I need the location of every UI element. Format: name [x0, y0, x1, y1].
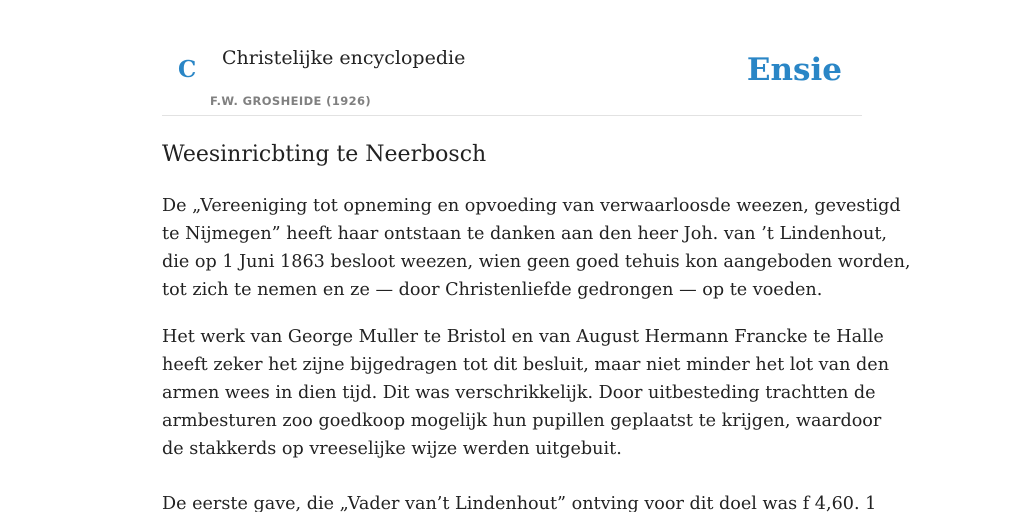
category-letter-link[interactable]: C — [178, 56, 197, 83]
ensie-logo-link[interactable]: Ensie — [746, 52, 842, 88]
paragraph-line: armbesturen zoo goedkoop mogelijk hun pupillen geplaatst te krijgen, waardoor — [162, 411, 882, 431]
work-title-link[interactable]: Christelijke encyclopedie — [222, 47, 466, 69]
page-header — [162, 0, 862, 116]
paragraph-line: die op 1 Juni 1863 besloot weezen, wien geen goed tehuis kon aangeboden worden, — [162, 252, 911, 272]
work-author: F.W. GROSHEIDE (1926) — [210, 94, 372, 108]
paragraph-line: Het werk van George Muller te Bristol en van August Hermann Francke te Halle — [162, 327, 884, 347]
paragraph-line: De eerste gave, die „Vader van’t Lindenhout” ontving voor dit doel was f 4,60. 1 — [162, 494, 877, 512]
article-paragraph — [162, 192, 911, 304]
article-page — [162, 0, 911, 512]
paragraph-line: armen wees in dien tijd. Dit was verschrikkelijk. Door uitbesteding trachtten de — [162, 383, 876, 403]
article-paragraph — [162, 490, 877, 512]
paragraph-line: te Nijmegen” heeft haar ontstaan te danken aan den heer Joh. van ’t Lindenhout, — [162, 224, 888, 244]
article-title: Weesinricbting te Neerbosch — [162, 142, 487, 167]
paragraph-line: De „Vereeniging tot opneming en opvoeding van verwaarloosde weezen, gevestigd — [162, 196, 901, 216]
paragraph-line: tot zich te nemen en ze — door Christenliefde gedrongen — op te voeden. — [162, 280, 823, 300]
paragraph-line: de stakkerds op vreeselijke wijze werden uitgebuit. — [162, 439, 622, 459]
article-paragraph — [162, 323, 890, 463]
paragraph-line: heeft zeker het zijne bijgedragen tot dit besluit, maar niet minder het lot van den — [162, 355, 890, 375]
